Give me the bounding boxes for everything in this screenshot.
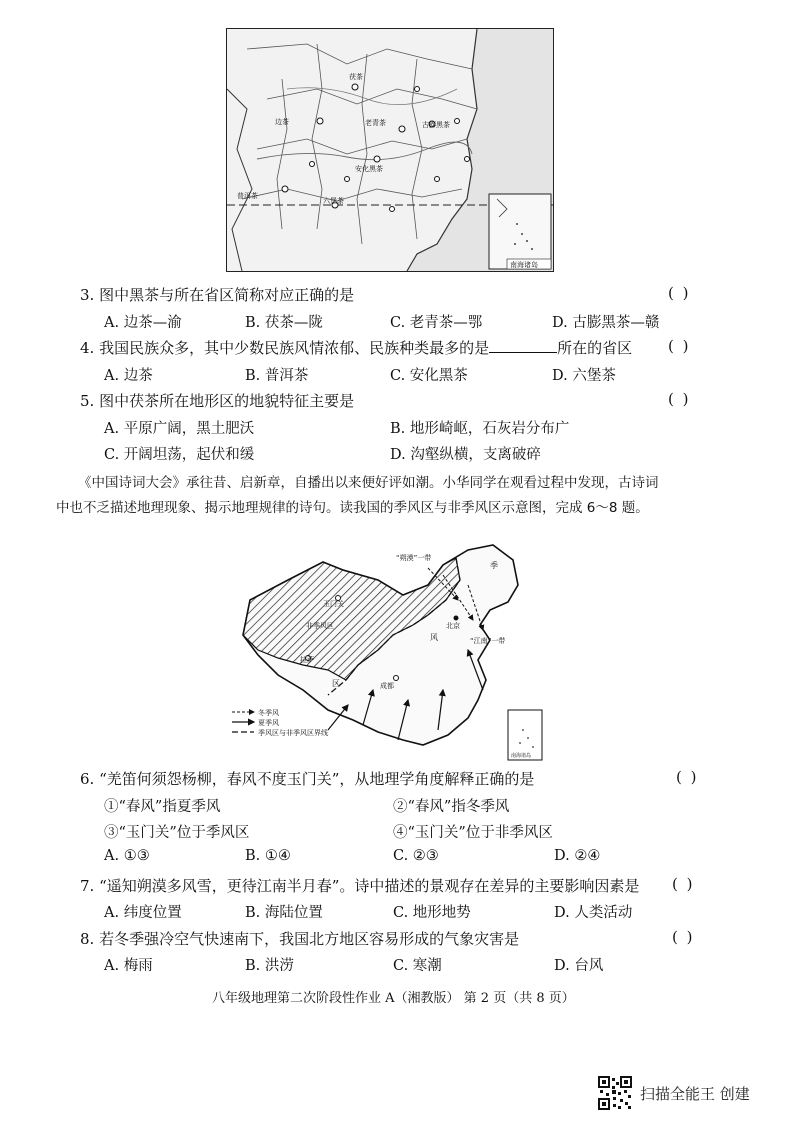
legend-winter-monsoon: 冬季风 bbox=[258, 709, 279, 717]
qr-code-icon bbox=[598, 1076, 632, 1110]
q3-option-d[interactable]: D. 古膨黑茶—赣 bbox=[552, 315, 660, 331]
q8-answer-paren: ( ) bbox=[672, 928, 695, 946]
q3-option-b[interactable]: B. 茯茶—陇 bbox=[245, 315, 323, 331]
intro-line-2: 中也不乏描述地理现象、揭示地理规律的诗句。读我国的季风区与非季风区示意图，完成 6～8 题。 bbox=[56, 500, 649, 516]
q6-option-c[interactable]: C. ②③ bbox=[393, 848, 439, 864]
q8-stem: 8. 若冬季强冷空气快速南下，我国北方地区容易形成的气象灾害是 bbox=[80, 930, 520, 948]
q5-option-b[interactable]: B. 地形崎岖，石灰岩分布广 bbox=[390, 421, 570, 437]
map2-label: 区 bbox=[332, 679, 340, 688]
q6-statement-4: ④“玉门关”位于非季风区 bbox=[393, 825, 553, 841]
q8-option-c[interactable]: C. 寒潮 bbox=[393, 958, 442, 974]
q6-statement-1: ①“春风”指夏季风 bbox=[104, 799, 221, 815]
map2-label: “朔漠”一带 bbox=[396, 554, 432, 562]
q6-option-b[interactable]: B. ①④ bbox=[245, 848, 291, 864]
map1-label: 边茶 bbox=[275, 118, 289, 126]
map1-label: 古膨黑茶 bbox=[422, 121, 450, 129]
map2-label: 成都 bbox=[380, 682, 394, 690]
legend-boundary: 季风区与非季风区界线 bbox=[258, 729, 328, 737]
map2-label: 北京 bbox=[446, 622, 460, 630]
q3-stem: 3. 图中黑茶与所在省区简称对应正确的是 bbox=[80, 286, 355, 304]
map2-label: “江南”一带 bbox=[470, 637, 506, 645]
q8-option-a[interactable]: A. 梅雨 bbox=[104, 958, 153, 974]
q7-option-c[interactable]: C. 地形地势 bbox=[393, 905, 471, 921]
map1-label: 安化黑茶 bbox=[355, 165, 383, 173]
tea-distribution-map bbox=[226, 28, 554, 272]
scanner-watermark: 扫描全能王 创建 bbox=[640, 1085, 750, 1103]
q4-option-d[interactable]: D. 六堡茶 bbox=[552, 368, 616, 384]
map1-label: 六堡茶 bbox=[323, 197, 344, 205]
q4-option-c[interactable]: C. 安化黑茶 bbox=[390, 368, 468, 384]
intro-line-1: 《中国诗词大会》承往昔、启新章，自播出以来便好评如潮。小华同学在观看过程中发现，古诗词 bbox=[78, 475, 659, 491]
map1-label: 普洱茶 bbox=[237, 192, 258, 200]
q4-answer-paren: ( ) bbox=[668, 337, 691, 355]
map1-label: 老青茶 bbox=[365, 119, 386, 127]
q5-stem: 5. 图中茯茶所在地形区的地貌特征主要是 bbox=[80, 392, 355, 410]
q3-option-a[interactable]: A. 边茶—渝 bbox=[104, 315, 182, 331]
map2-label: 玉门关 bbox=[323, 600, 344, 608]
q7-option-a[interactable]: A. 纬度位置 bbox=[104, 905, 182, 921]
q7-option-d[interactable]: D. 人类活动 bbox=[554, 905, 633, 921]
page-footer: 八年级地理第二次阶段性作业 A（湘教版） 第 2 页（共 8 页） bbox=[212, 991, 575, 1006]
q5-answer-paren: ( ) bbox=[668, 390, 691, 408]
q4-option-a[interactable]: A. 边茶 bbox=[104, 368, 153, 384]
q4-option-b[interactable]: B. 普洱茶 bbox=[245, 368, 309, 384]
q3-answer-paren: ( ) bbox=[668, 284, 691, 302]
map1-label: 茯茶 bbox=[349, 73, 363, 81]
q5-option-d[interactable]: D. 沟壑纵横，支离破碎 bbox=[390, 447, 541, 463]
q4-stem-a: 4. 我国民族众多，其中少数民族风情浓郁、民族种类最多的是 bbox=[80, 339, 490, 357]
map2-inset-label: 南海诸岛 bbox=[511, 753, 532, 759]
q8-option-d[interactable]: D. 台风 bbox=[554, 958, 604, 974]
q6-statement-2: ②“春风”指冬季风 bbox=[393, 799, 510, 815]
q5-option-a[interactable]: A. 平原广阔，黑土肥沃 bbox=[104, 421, 255, 437]
map2-label: 季 bbox=[490, 561, 498, 570]
q4-blank bbox=[489, 340, 557, 353]
legend-summer-monsoon: 夏季风 bbox=[258, 719, 279, 727]
q3-option-c[interactable]: C. 老青茶—鄂 bbox=[390, 315, 483, 331]
q5-option-c[interactable]: C. 开阔坦荡，起伏和缓 bbox=[104, 447, 255, 463]
map2-label: 风 bbox=[430, 633, 438, 642]
map1-inset-label: 南海诸岛 bbox=[510, 261, 538, 269]
q6-statement-3: ③“玉门关”位于季风区 bbox=[104, 825, 250, 841]
q4-stem bbox=[80, 337, 632, 358]
q6-answer-paren: ( ) bbox=[676, 768, 699, 786]
q6-stem: 6. “羌笛何须怨杨柳，春风不度玉门关”，从地理学角度解释正确的是 bbox=[80, 770, 535, 788]
q8-option-b[interactable]: B. 洪涝 bbox=[245, 958, 294, 974]
monsoon-region-map bbox=[228, 540, 548, 762]
q4-stem-b: 所在的省区 bbox=[557, 339, 633, 357]
map2-label: 非季风区 bbox=[306, 622, 334, 630]
q6-option-d[interactable]: D. ②④ bbox=[554, 848, 601, 864]
map2-label: 拉萨 bbox=[300, 656, 314, 664]
q7-stem: 7. “遥知朔漠多风雪，更待江南半月春”。诗中描述的景观存在差异的主要影响因素是 bbox=[80, 877, 640, 895]
q7-option-b[interactable]: B. 海陆位置 bbox=[245, 905, 323, 921]
q6-option-a[interactable]: A. ①③ bbox=[104, 848, 150, 864]
q7-answer-paren: ( ) bbox=[672, 875, 695, 893]
